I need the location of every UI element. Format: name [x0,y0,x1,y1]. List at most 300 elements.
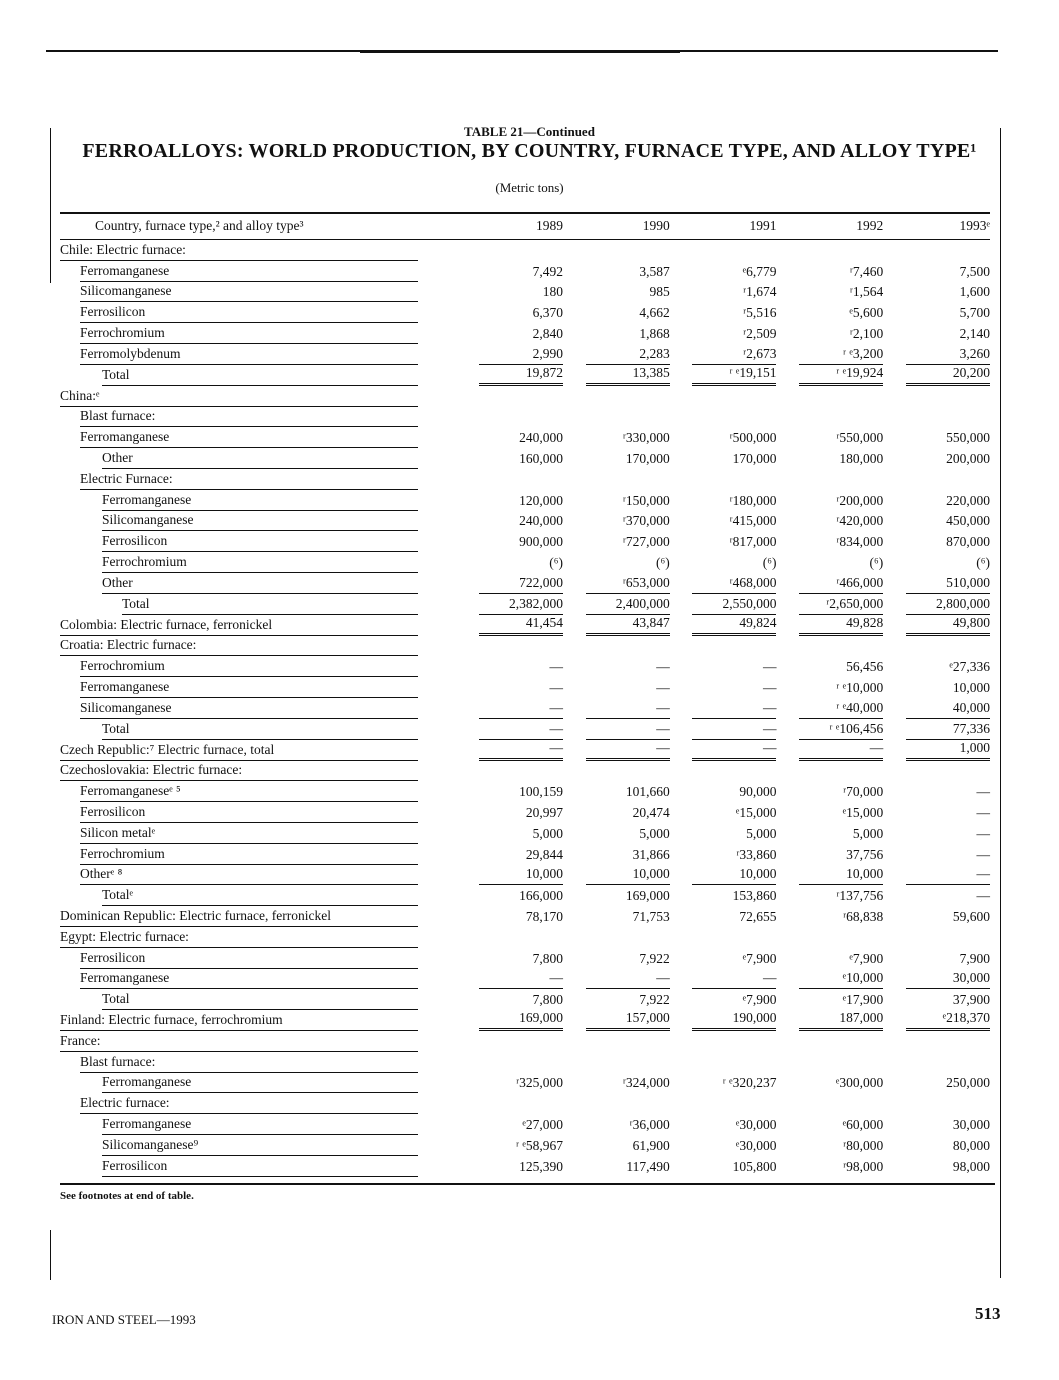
cell-value: 7,922 [639,950,670,966]
row-label [60,802,456,823]
cell-value [479,942,563,944]
column-header-1991: 1991 [670,213,777,240]
cell-1990 [563,906,670,927]
row-label [60,989,456,1010]
table-row [60,844,990,865]
cell-value: 200,000 [946,450,990,466]
cell-value: (⁶) [656,554,670,570]
cell-value [906,775,990,777]
cell-value: — [692,740,776,761]
cell-value: (⁶) [762,554,777,570]
cell-1992 [776,1093,883,1114]
row-label [60,1031,456,1052]
row-label [60,261,456,282]
cell-1991 [670,511,777,532]
cell-1992 [776,719,883,740]
cell-1989 [456,386,563,407]
cell-1991 [670,677,777,698]
cell-1992 [776,677,883,698]
row-label-text: Ferromanganeseᵉ ⁵ [80,783,418,802]
cell-value: 157,000 [586,1010,670,1031]
cell-value: 30,000 [952,1117,990,1133]
cell-value [906,1108,990,1110]
table-header-row [60,213,990,240]
cell-1989 [456,594,563,615]
cell-value [586,255,670,257]
cell-value: ʳ ᵉ320,237 [722,1075,777,1091]
cell-1993 [883,282,990,303]
cell-1989 [456,282,563,303]
cell-1991 [670,761,777,782]
cell-1992 [776,969,883,990]
cell-1993 [883,552,990,573]
cell-value: 2,400,000 [586,596,670,615]
row-label-text: Silicomanganese [80,283,418,302]
cell-1993 [883,844,990,865]
cell-value: 72,655 [739,908,777,924]
cell-1991 [670,740,777,761]
cell-value: 2,550,000 [692,596,776,615]
table-row [60,927,990,948]
cell-1990 [563,1010,670,1031]
cell-value: 10,000 [692,866,776,885]
cell-value: 2,840 [532,325,563,341]
cell-value: ᵉ300,000 [835,1075,884,1091]
cell-value: ᵉ6,779 [742,263,777,279]
row-label-text: Ferromanganese [80,263,418,282]
row-label [60,1114,456,1135]
cell-1989 [456,948,563,969]
cell-value: 20,474 [632,804,670,820]
row-label [60,1135,456,1156]
cell-1991 [670,948,777,969]
row-label-text: Ferrochromium [80,846,418,865]
table-row [60,969,990,990]
cell-value: ᵉ7,900 [849,950,884,966]
cell-value [906,484,990,486]
cell-1993 [883,823,990,844]
table-row [60,656,990,677]
cell-1992 [776,1031,883,1052]
cell-value [799,255,883,257]
cell-value: ʳ2,650,000 [799,596,883,615]
cell-1992 [776,552,883,573]
cell-value: ʳ2,509 [743,325,777,341]
cell-1993 [883,1114,990,1135]
cell-value: 2,990 [479,346,563,365]
cell-1991 [670,802,777,823]
cell-value: 900,000 [519,534,563,550]
cell-1989 [456,1135,563,1156]
cell-1992 [776,427,883,448]
cell-value: ʳ68,838 [843,908,884,924]
cell-1990 [563,1052,670,1073]
cell-value: 117,490 [626,1158,670,1174]
cell-1992 [776,906,883,927]
cell-1989 [456,573,563,594]
cell-value: 3,587 [639,263,670,279]
cell-value: 5,700 [959,305,990,321]
row-label [60,407,456,428]
cell-value: ʳ5,516 [743,305,777,321]
cell-1990 [563,969,670,990]
cell-1992 [776,1010,883,1031]
cell-1993 [883,969,990,990]
cell-value [586,942,670,944]
cell-value: 240,000 [519,513,563,529]
cell-1993 [883,781,990,802]
cell-1990 [563,761,670,782]
row-label-text: Czechoslovakia: Electric furnace: [60,762,418,781]
cell-value: 19,872 [479,365,563,386]
row-label [60,823,456,844]
cell-1990 [563,927,670,948]
table-row [60,573,990,594]
cell-value: 190,000 [692,1010,776,1031]
cell-value: ᵉ27,336 [949,659,990,675]
cell-value [479,1067,563,1069]
cell-1993 [883,927,990,948]
cell-value: 71,753 [632,908,670,924]
cell-value: 49,800 [906,615,990,636]
cell-value: ʳ ᵉ19,151 [692,365,776,386]
row-label-text: Ferromanganese [102,1116,418,1135]
table-row [60,761,990,782]
cell-value: ʳ1,674 [743,284,777,300]
cell-1990 [563,636,670,657]
column-header-1993: 1993ᵉ [883,213,990,240]
row-label-text: Chile: Electric furnace: [60,242,418,261]
table-bottom-rule [60,1183,995,1185]
cell-1991 [670,865,777,886]
cell-value: ʳ ᵉ10,000 [836,679,884,695]
row-label [60,490,456,511]
cell-1991 [670,469,777,490]
row-label-text: Blast furnace: [80,408,418,427]
cell-1991 [670,1156,777,1177]
cell-value: 2,800,000 [906,596,990,615]
cell-1991 [670,531,777,552]
table-row [60,1093,990,1114]
cell-1990 [563,511,670,532]
cell-1991 [670,1073,777,1094]
cell-1992 [776,885,883,906]
cell-1992 [776,761,883,782]
table-row [60,781,990,802]
cell-1991 [670,636,777,657]
cell-1993 [883,719,990,740]
cell-value: ʳ180,000 [729,492,777,508]
cell-1989 [456,240,563,261]
row-label [60,698,456,719]
cell-value [586,1046,670,1048]
cell-1993 [883,407,990,428]
cell-value [586,484,670,486]
row-label-text: Blast furnace: [80,1054,418,1073]
cell-1990 [563,302,670,323]
cell-value [586,1067,670,1069]
cell-1991 [670,240,777,261]
footnote: See footnotes at end of table. [60,1190,194,1202]
cell-value: 31,866 [632,846,670,862]
cell-value: ʳ ᵉ106,456 [799,721,883,740]
cell-1990 [563,844,670,865]
cell-1993 [883,1093,990,1114]
cell-value: ʳ420,000 [836,513,884,529]
row-label [60,365,456,386]
cell-1990 [563,656,670,677]
cell-value: 29,844 [525,846,563,862]
row-label-text: Otherᵉ ⁸ [80,866,418,885]
cell-1989 [456,1093,563,1114]
cell-value: 10,000 [586,866,670,885]
cell-value: 20,997 [525,804,563,820]
cell-1992 [776,1135,883,1156]
cell-value: 170,000 [625,450,670,466]
cell-1989 [456,1031,563,1052]
cell-1990 [563,386,670,407]
cell-1993 [883,615,990,636]
cell-1991 [670,490,777,511]
cell-value: 180,000 [839,450,884,466]
cell-value: ᵉ7,900 [742,992,777,1008]
cell-1993 [883,302,990,323]
cell-1991 [670,365,777,386]
cell-value: ᵉ17,900 [842,992,884,1008]
cell-value: ʳ ᵉ40,000 [799,700,883,719]
cell-value: — [976,846,990,862]
cell-1989 [456,1010,563,1031]
cell-value: ᵉ15,000 [735,804,777,820]
cell-1993 [883,677,990,698]
row-label [60,594,456,615]
table-row [60,344,990,365]
row-label-text: Ferrosilicon [80,304,418,323]
cell-value: 101,660 [625,784,670,800]
cell-1990 [563,1093,670,1114]
cell-1990 [563,781,670,802]
cell-1992 [776,386,883,407]
cell-1993 [883,261,990,282]
cell-value [479,421,563,423]
cell-value: 120,000 [519,492,563,508]
table-row [60,1010,990,1031]
cell-1993 [883,1031,990,1052]
cell-value [799,775,883,777]
table-row [60,282,990,303]
cell-value [479,775,563,777]
table-row [60,469,990,490]
cell-value: 7,500 [959,263,990,279]
table-row [60,448,990,469]
cell-value [692,1108,776,1110]
cell-1991 [670,927,777,948]
cell-1989 [456,865,563,886]
cell-1991 [670,823,777,844]
cell-1993 [883,1052,990,1073]
cell-value: — [906,866,990,885]
cell-value: — [692,700,776,719]
row-label-text: Total [102,721,418,740]
cell-1990 [563,1031,670,1052]
row-label-text: Ferrosilicon [102,1158,418,1177]
cell-1989 [456,490,563,511]
cell-1993 [883,698,990,719]
cell-value: ʳ200,000 [836,492,884,508]
cell-value: 7,800 [532,950,563,966]
cell-value: 10,000 [952,679,990,695]
cell-1989 [456,781,563,802]
cell-value: 7,922 [639,992,670,1008]
cell-1990 [563,323,670,344]
cell-value: 98,000 [952,1158,990,1174]
cell-1992 [776,844,883,865]
cell-value: 6,370 [532,305,563,321]
table-row [60,407,990,428]
cell-value: — [762,659,777,675]
cell-value: ʳ1,564 [849,284,884,300]
row-label [60,844,456,865]
cell-1993 [883,594,990,615]
cell-1992 [776,490,883,511]
table-row [60,240,990,261]
right-vertical-rule [1000,128,1001,1278]
cell-value: ʳ137,756 [836,888,884,904]
cell-value: 153,860 [732,888,777,904]
row-label-text: Egypt: Electric furnace: [60,929,418,948]
cell-1990 [563,740,670,761]
cell-value: ᵉ30,000 [735,1117,777,1133]
table-row [60,594,990,615]
cell-value: 56,456 [846,659,884,675]
cell-value [692,255,776,257]
cell-value: — [799,740,883,761]
cell-value: 240,000 [519,430,563,446]
cell-value: 59,600 [952,908,990,924]
row-label-text: Ferromanganese [80,429,418,448]
cell-value [479,1046,563,1048]
cell-1989 [456,1114,563,1135]
cell-1991 [670,1010,777,1031]
cell-1992 [776,469,883,490]
cell-1990 [563,407,670,428]
cell-value: ʳ370,000 [622,513,670,529]
cell-1989 [456,1073,563,1094]
cell-value: 43,847 [586,615,670,636]
cell-1990 [563,823,670,844]
cell-1991 [670,1052,777,1073]
cell-1990 [563,490,670,511]
cell-value: — [656,679,670,695]
cell-1989 [456,989,563,1010]
row-label-text: Silicomanganese⁹ [102,1137,418,1156]
cell-value [799,1108,883,1110]
cell-value: 169,000 [479,1010,563,1031]
cell-value: ᵉ7,900 [742,950,777,966]
table-units: (Metric tons) [495,180,564,195]
cell-value [799,421,883,423]
cell-value: 187,000 [799,1010,883,1031]
cell-1992 [776,511,883,532]
cell-1991 [670,427,777,448]
cell-1991 [670,656,777,677]
row-label [60,761,456,782]
cell-value: 5,000 [532,825,563,841]
row-label [60,656,456,677]
row-label-text: Ferromanganese [80,970,418,989]
cell-1992 [776,594,883,615]
cell-value [692,775,776,777]
row-label-text: Croatia: Electric furnace: [60,637,418,656]
table-row [60,989,990,1010]
table-row [60,302,990,323]
cell-value: ʳ834,000 [836,534,884,550]
row-label-text: Total [122,596,418,615]
cell-value: ʳ325,000 [516,1075,563,1091]
cell-1993 [883,323,990,344]
table-row [60,261,990,282]
row-label [60,885,456,906]
row-label-text: Silicomanganese [102,512,418,531]
cell-value [799,942,883,944]
cell-1989 [456,761,563,782]
cell-value [586,421,670,423]
cell-value [479,650,563,652]
cell-value: 180 [542,284,563,300]
cell-value: ʳ36,000 [629,1117,670,1133]
cell-1989 [456,407,563,428]
cell-value: 40,000 [906,700,990,719]
row-label [60,969,456,990]
cell-value: 90,000 [739,784,777,800]
table-title: FERROALLOYS: WORLD PRODUCTION, BY COUNTRY, FURNACE TYPE, AND ALLOY TYPE¹ [82,140,977,162]
top-rule-thick [360,50,680,53]
table-row [60,552,990,573]
cell-value: 100,159 [519,784,563,800]
row-label [60,552,456,573]
table-row [60,698,990,719]
row-label [60,531,456,552]
cell-1993 [883,469,990,490]
cell-value: ʳ98,000 [843,1158,884,1174]
cell-value: — [976,888,990,904]
cell-1992 [776,240,883,261]
cell-1989 [456,552,563,573]
cell-value [906,255,990,257]
cell-value [692,401,776,403]
cell-value: — [586,740,670,761]
cell-1993 [883,573,990,594]
cell-value: — [549,659,563,675]
row-label-text: Ferrosilicon [80,950,418,969]
cell-1989 [456,927,563,948]
cell-1989 [456,719,563,740]
cell-value: 166,000 [519,888,563,904]
cell-1993 [883,240,990,261]
cell-1991 [670,1135,777,1156]
cell-1990 [563,1135,670,1156]
row-label [60,240,456,261]
cell-1993 [883,906,990,927]
cell-value [586,650,670,652]
row-label [60,719,456,740]
cell-value: 37,900 [952,992,990,1008]
cell-1991 [670,719,777,740]
cell-1989 [456,885,563,906]
row-label [60,677,456,698]
row-label-text: Ferrosilicon [102,533,418,552]
cell-1993 [883,511,990,532]
